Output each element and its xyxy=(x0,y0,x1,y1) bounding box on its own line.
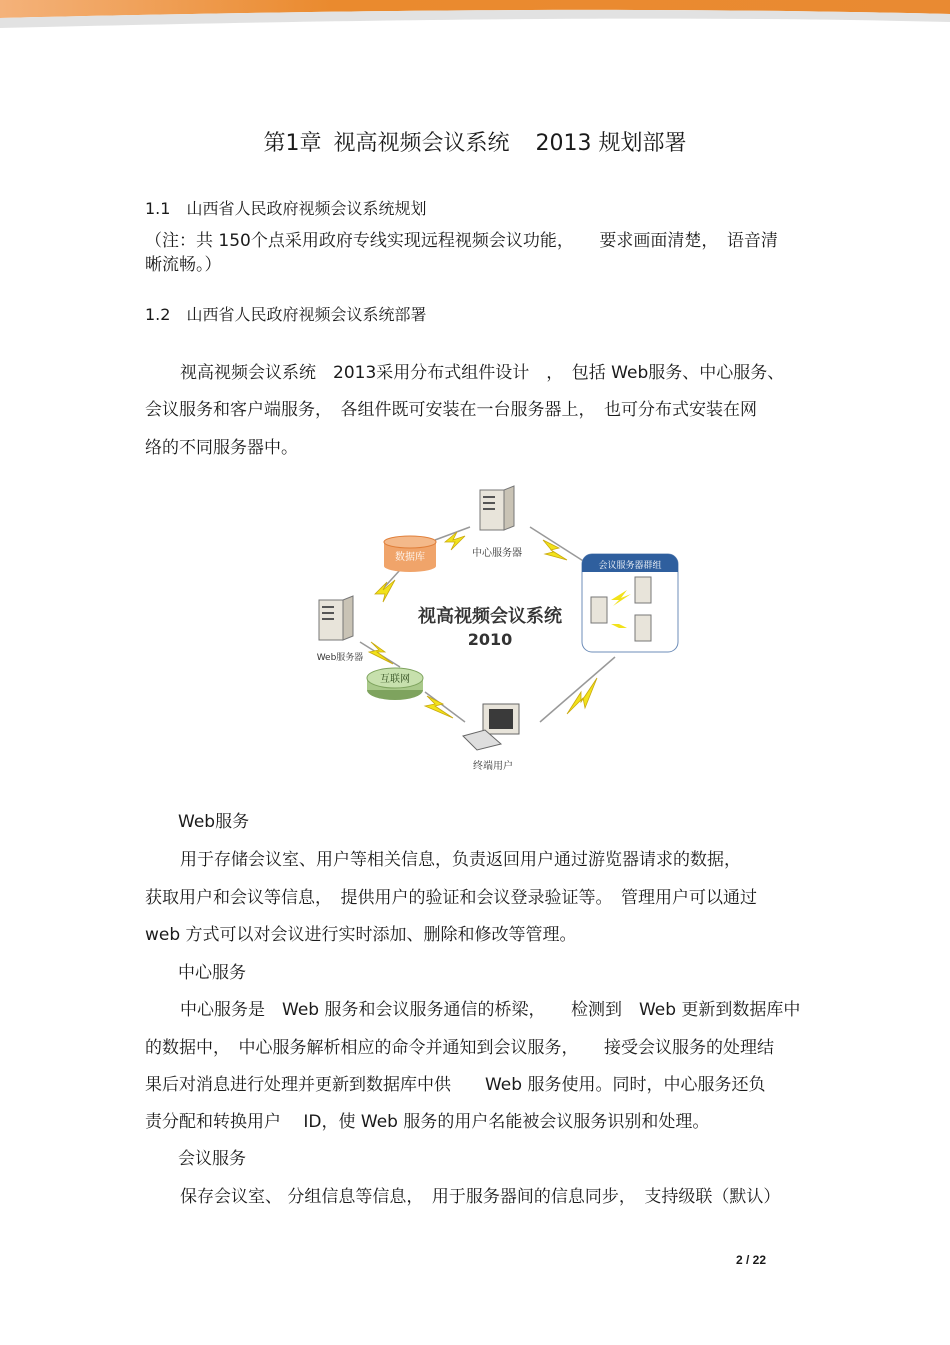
database-label: 数据库 xyxy=(395,552,425,563)
paragraph-line: 络的不同服务器中。 xyxy=(145,438,298,458)
header-decoration-band xyxy=(0,0,950,40)
server-icon xyxy=(319,596,353,640)
center-server-label: 中心服务器 xyxy=(472,548,522,559)
chapter-name: 视高视频会议系统 xyxy=(333,131,510,156)
web-server-label: Web服务器 xyxy=(316,653,364,663)
chapter-number: 第1章 xyxy=(263,131,322,156)
system-architecture-diagram xyxy=(305,482,685,778)
diagram-center-year: 2010 xyxy=(467,630,513,649)
paragraph-line: 会议服务和客户端服务， 各组件既可安装在一台服务器上， 也可分布式安装在网 xyxy=(145,400,757,420)
paragraph-line: 用于存储会议室、用户等相关信息，负责返回用户通过游览器请求的数据， xyxy=(180,850,741,870)
paragraph-line: 保存会议室、 分组信息等信息， 用于服务器间的信息同步， 支持级联（默认） xyxy=(180,1187,781,1207)
meeting-service-heading: 会议服务 xyxy=(178,1149,246,1169)
paragraph-line: 责分配和转换用户 ID，使 Web 服务的用户名能被会议服务识别和处理。 xyxy=(145,1112,710,1132)
paragraph-line: 的数据中， 中心服务解析相应的命令并通知到会议服务， 接受会议服务的处理结 xyxy=(145,1038,774,1058)
chapter-year: 2013 xyxy=(535,131,592,156)
server-icon xyxy=(480,486,514,530)
terminal-user-label: 终端用户 xyxy=(473,761,513,772)
page-number: 2 / 22 xyxy=(736,1253,767,1267)
computer-terminal-icon xyxy=(463,704,519,750)
paragraph-line: 中心服务是 Web 服务和会议服务通信的桥梁， 检测到 Web 更新到数据库中 xyxy=(180,1000,801,1020)
chapter-suffix: 规划部署 xyxy=(598,131,687,156)
paragraph-line: 获取用户和会议等信息， 提供用户的验证和会议登录验证等。 管理用户可以通过 xyxy=(145,888,757,908)
internet-label: 互联网 xyxy=(380,674,410,685)
cluster-label: 会议服务器群组 xyxy=(598,561,662,571)
section-1-2-heading: 1.2 山西省人民政府视频会议系统部署 xyxy=(145,305,427,324)
center-service-heading: 中心服务 xyxy=(178,963,246,983)
section-1-1-note-line: （注：共 150个点采用政府专线实现远程视频会议功能， 要求画面清楚， 语音清 xyxy=(145,231,778,251)
chapter-title xyxy=(0,126,950,157)
paragraph-line: 视高视频会议系统 2013采用分布式组件设计 ， 包括 Web服务、中心服务、 xyxy=(180,363,785,383)
section-1-1-heading: 1.1 山西省人民政府视频会议系统规划 xyxy=(145,199,427,218)
paragraph-line: 果后对消息进行处理并更新到数据库中供 Web 服务使用。同时，中心服务还负 xyxy=(145,1075,766,1095)
web-service-heading: Web服务 xyxy=(178,812,250,832)
diagram-center-title: 视高视频会议系统 xyxy=(418,606,562,627)
section-1-1-note-line: 晰流畅。） xyxy=(145,255,222,275)
paragraph-line: web 方式可以对会议进行实时添加、删除和修改等管理。 xyxy=(145,925,577,945)
